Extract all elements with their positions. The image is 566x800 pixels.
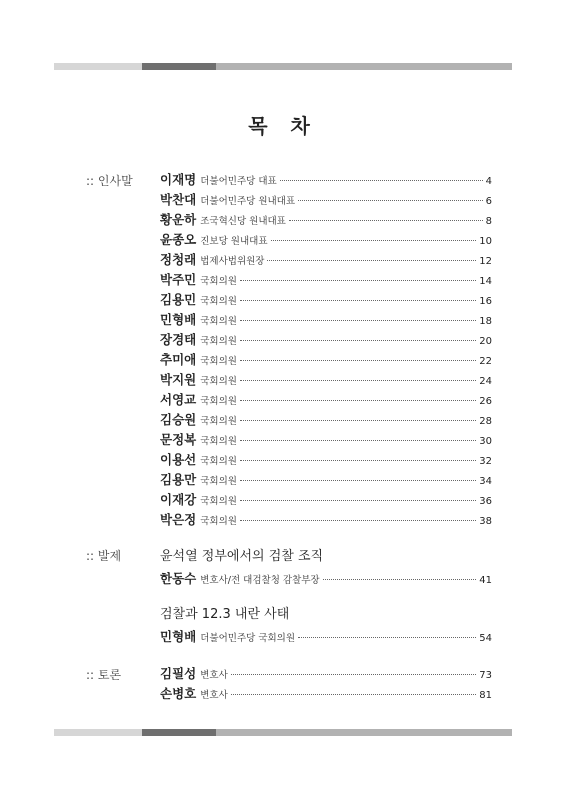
entry-role: 국회의원: [200, 416, 237, 427]
entry-role: 국회의원: [200, 296, 237, 307]
entry-name: 민형배: [160, 312, 197, 327]
entry-name: 정청래: [160, 252, 197, 267]
toc-entry[interactable]: [160, 430, 492, 450]
entry-role: 국회의원: [200, 396, 237, 407]
entry-role: 법제사법위원장: [200, 256, 265, 267]
page-title: 목 차: [248, 114, 318, 138]
leader-dots: [240, 500, 476, 501]
leader-dots: [240, 300, 476, 301]
toc-entry[interactable]: [160, 390, 492, 410]
toc-entry[interactable]: [160, 310, 492, 330]
entry-role: 변호사: [200, 670, 228, 681]
toc-entry[interactable]: [160, 330, 492, 350]
entry-name: 김필성: [160, 666, 197, 681]
entry-page: 20: [479, 336, 492, 347]
leader-dots: [240, 420, 476, 421]
entry-name: 김승원: [160, 412, 197, 427]
toc-entry[interactable]: [160, 230, 492, 250]
entry-page: 6: [485, 196, 492, 207]
entry-page: 4: [485, 176, 492, 187]
leader-dots: [240, 440, 476, 441]
toc-entry[interactable]: [160, 250, 492, 270]
entry-page: 34: [479, 476, 492, 487]
entry-name: 추미애: [160, 352, 197, 367]
entry-role: 국회의원: [200, 376, 237, 387]
entry-role: 국회의원: [200, 476, 237, 487]
toc-entry[interactable]: [160, 270, 492, 290]
leader-dots: [240, 280, 476, 281]
entry-role: 변호사/전 대검찰청 감찰부장: [200, 575, 320, 586]
section-label-presentations: :: 발제: [86, 549, 122, 563]
leader-dots: [231, 694, 477, 695]
entry-role: 국회의원: [200, 436, 237, 447]
entry-role: 더불어민주당 국회의원: [200, 633, 296, 644]
entry-page: 16: [479, 296, 492, 307]
presentation-heading: 윤석열 정부에서의 검찰 조직: [160, 549, 324, 564]
entry-name: 박주민: [160, 272, 197, 287]
entry-role: 국회의원: [200, 276, 237, 287]
entry-page: 12: [479, 256, 492, 267]
entry-role: 국회의원: [200, 316, 237, 327]
entry-page: 54: [479, 633, 492, 644]
entry-name: 이재강: [160, 492, 197, 507]
entry-role: 변호사: [200, 690, 228, 701]
entry-name: 박지원: [160, 372, 197, 387]
entry-role: 국회의원: [200, 456, 237, 467]
toc-entry[interactable]: [160, 190, 492, 210]
entry-page: 8: [485, 216, 492, 227]
toc-entry[interactable]: [160, 410, 492, 430]
leader-dots: [240, 480, 476, 481]
entry-page: 10: [479, 236, 492, 247]
section-label-greetings: :: 인사말: [86, 174, 133, 188]
leader-dots: [240, 320, 476, 321]
entry-role: 진보당 원내대표: [200, 236, 268, 247]
leader-dots: [240, 400, 476, 401]
entry-name: 손병호: [160, 686, 197, 701]
top-decorative-bar: [54, 63, 512, 70]
entry-name: 이용선: [160, 452, 197, 467]
entry-name: 황운하: [160, 212, 197, 227]
entry-page: 36: [479, 496, 492, 507]
entry-name: 서영교: [160, 392, 197, 407]
entry-page: 14: [479, 276, 492, 287]
entry-name: 김용만: [160, 472, 197, 487]
entry-role: 국회의원: [200, 496, 237, 507]
toc-entry[interactable]: [160, 510, 492, 530]
toc-entry[interactable]: [160, 210, 492, 230]
toc-entry[interactable]: [160, 170, 492, 190]
toc-entry[interactable]: [160, 684, 492, 704]
entry-page: 30: [479, 436, 492, 447]
leader-dots: [240, 520, 476, 521]
leader-dots: [267, 260, 476, 261]
entry-role: 국회의원: [200, 516, 237, 527]
toc-entry[interactable]: [160, 450, 492, 470]
leader-dots: [271, 240, 477, 241]
toc-entry[interactable]: [160, 490, 492, 510]
toc-entry[interactable]: [160, 290, 492, 310]
entry-role: 조국혁신당 원내대표: [200, 216, 286, 227]
entry-name: 박은정: [160, 512, 197, 527]
entry-role: 국회의원: [200, 336, 237, 347]
entry-name: 한동수: [160, 571, 197, 586]
toc-entry[interactable]: [160, 569, 492, 589]
entry-role: 더불어민주당 원내대표: [200, 196, 296, 207]
entry-page: 22: [479, 356, 492, 367]
entry-page: 26: [479, 396, 492, 407]
entry-page: 28: [479, 416, 492, 427]
leader-dots: [240, 340, 476, 341]
entry-name: 이재명: [160, 172, 197, 187]
leader-dots: [280, 180, 483, 181]
entry-page: 73: [479, 670, 492, 681]
leader-dots: [231, 674, 477, 675]
toc-entry[interactable]: [160, 470, 492, 490]
entry-page: 24: [479, 376, 492, 387]
leader-dots: [240, 380, 476, 381]
toc-entry[interactable]: [160, 370, 492, 390]
entry-name: 윤종오: [160, 232, 197, 247]
presentation-heading: 검찰과 12.3 내란 사태: [160, 607, 290, 622]
entry-name: 박찬대: [160, 192, 197, 207]
entry-role: 국회의원: [200, 356, 237, 367]
entry-name: 문정복: [160, 432, 197, 447]
entry-page: 32: [479, 456, 492, 467]
toc-entry[interactable]: [160, 350, 492, 370]
leader-dots: [298, 200, 483, 201]
entry-name: 장경태: [160, 332, 197, 347]
leader-dots: [289, 220, 483, 221]
entry-page: 41: [479, 575, 492, 586]
leader-dots: [298, 637, 476, 638]
leader-dots: [240, 460, 476, 461]
section-label-discussion: :: 토론: [86, 668, 122, 682]
entry-page: 81: [479, 690, 492, 701]
entry-page: 18: [479, 316, 492, 327]
entry-name: 김용민: [160, 292, 197, 307]
entry-page: 38: [479, 516, 492, 527]
entry-name: 민형배: [160, 629, 197, 644]
toc-entry[interactable]: [160, 627, 492, 647]
bottom-decorative-bar: [54, 729, 512, 736]
entry-role: 더불어민주당 대표: [200, 176, 277, 187]
leader-dots: [323, 579, 477, 580]
leader-dots: [240, 360, 476, 361]
toc-entry[interactable]: [160, 664, 492, 684]
